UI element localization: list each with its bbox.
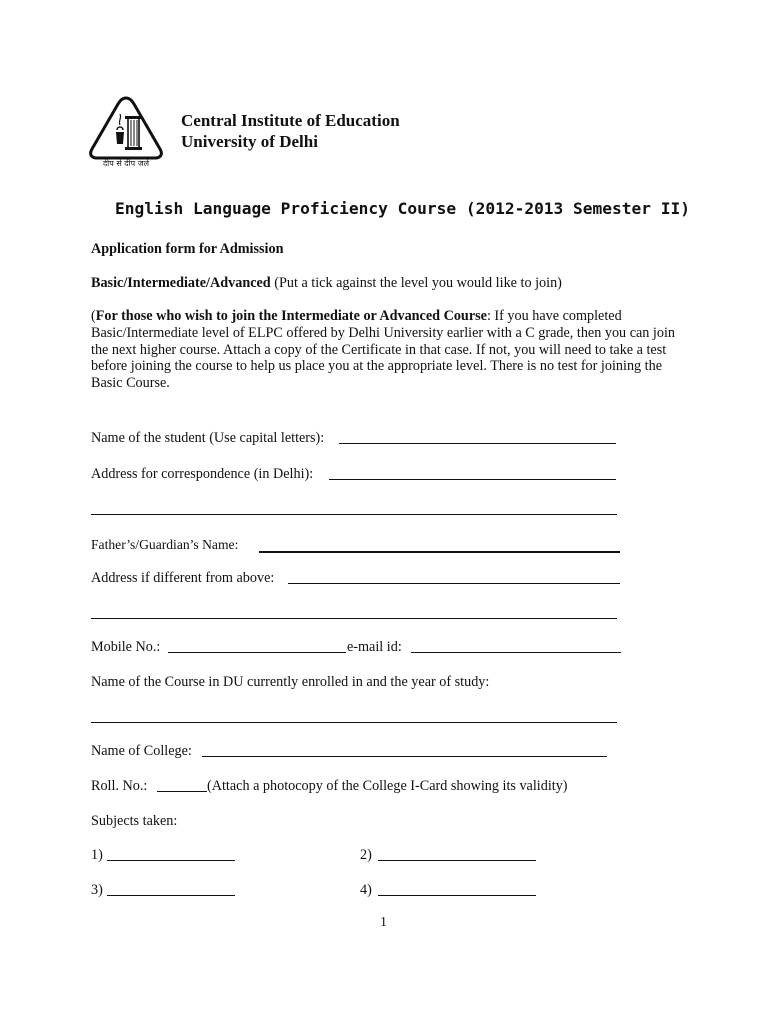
- email-field[interactable]: [411, 652, 621, 653]
- page-number: 1: [380, 915, 387, 930]
- subject-4-field[interactable]: [378, 895, 536, 896]
- level-options: Basic/Intermediate/Advanced: [91, 275, 271, 291]
- guardian-name-field[interactable]: [259, 551, 620, 553]
- subjects-label: Subjects taken:: [91, 813, 178, 829]
- level-selection: [91, 275, 562, 292]
- alt-address-label: Address if different from above:: [91, 570, 275, 586]
- subject-3-field[interactable]: [107, 895, 235, 896]
- subject-2-field[interactable]: [378, 860, 536, 861]
- address-field[interactable]: [329, 479, 616, 480]
- form-heading: Application form for Admission: [91, 241, 284, 257]
- course-field[interactable]: [91, 722, 617, 723]
- roll-label: Roll. No.:: [91, 778, 148, 794]
- note-open-paren: (: [91, 308, 96, 324]
- roll-note: (Attach a photocopy of the College I-Card showing its validity): [207, 778, 568, 794]
- university-name: University of Delhi: [181, 132, 318, 151]
- course-label: Name of the Course in DU currently enrolled in and the year of study:: [91, 674, 490, 690]
- guardian-name-label: Father’s/Guardian’s Name:: [91, 537, 239, 552]
- mobile-label: Mobile No.:: [91, 639, 161, 655]
- logo-motto: दीप से दीप जले: [102, 159, 150, 166]
- subject-4-label: 4): [360, 882, 372, 898]
- institute-name: Central Institute of Education: [181, 111, 400, 130]
- subject-1-field[interactable]: [107, 860, 235, 861]
- email-label: e-mail id:: [347, 639, 402, 655]
- subject-1-label: 1): [91, 847, 103, 863]
- note-body: : If you have completed Basic/Intermediate level of ELPC offered by Delhi University earlier with a C grade, then you can join the next higher course. Attach a copy of the Certificate in that case. If not, you will need to take a test before joining the course to help us place you at the appropriate level. There is no test for joining the Basic Course.: [91, 308, 676, 392]
- student-name-label: Name of the student (Use capital letters):: [91, 430, 325, 446]
- institute-logo: [86, 94, 166, 166]
- address-label: Address for correspondence (in Delhi):: [91, 466, 314, 482]
- address-field-line-2[interactable]: [91, 514, 617, 515]
- roll-field[interactable]: [157, 791, 207, 792]
- mobile-field[interactable]: [168, 652, 346, 653]
- subject-2-label: 2): [360, 847, 372, 863]
- level-instruction: (Put a tick against the level you would like to join): [274, 275, 562, 291]
- student-name-field[interactable]: [339, 443, 616, 444]
- document-title: English Language Proficiency Course (2012-2013 Semester II): [115, 199, 690, 218]
- note-lead: For those who wish to join the Intermediate or Advanced Course: [95, 308, 487, 324]
- college-field[interactable]: [202, 756, 607, 757]
- eligibility-note: [91, 308, 687, 392]
- alt-address-field-line-2[interactable]: [91, 618, 617, 619]
- subject-3-label: 3): [91, 882, 103, 898]
- alt-address-field[interactable]: [288, 583, 620, 584]
- college-label: Name of College:: [91, 743, 192, 759]
